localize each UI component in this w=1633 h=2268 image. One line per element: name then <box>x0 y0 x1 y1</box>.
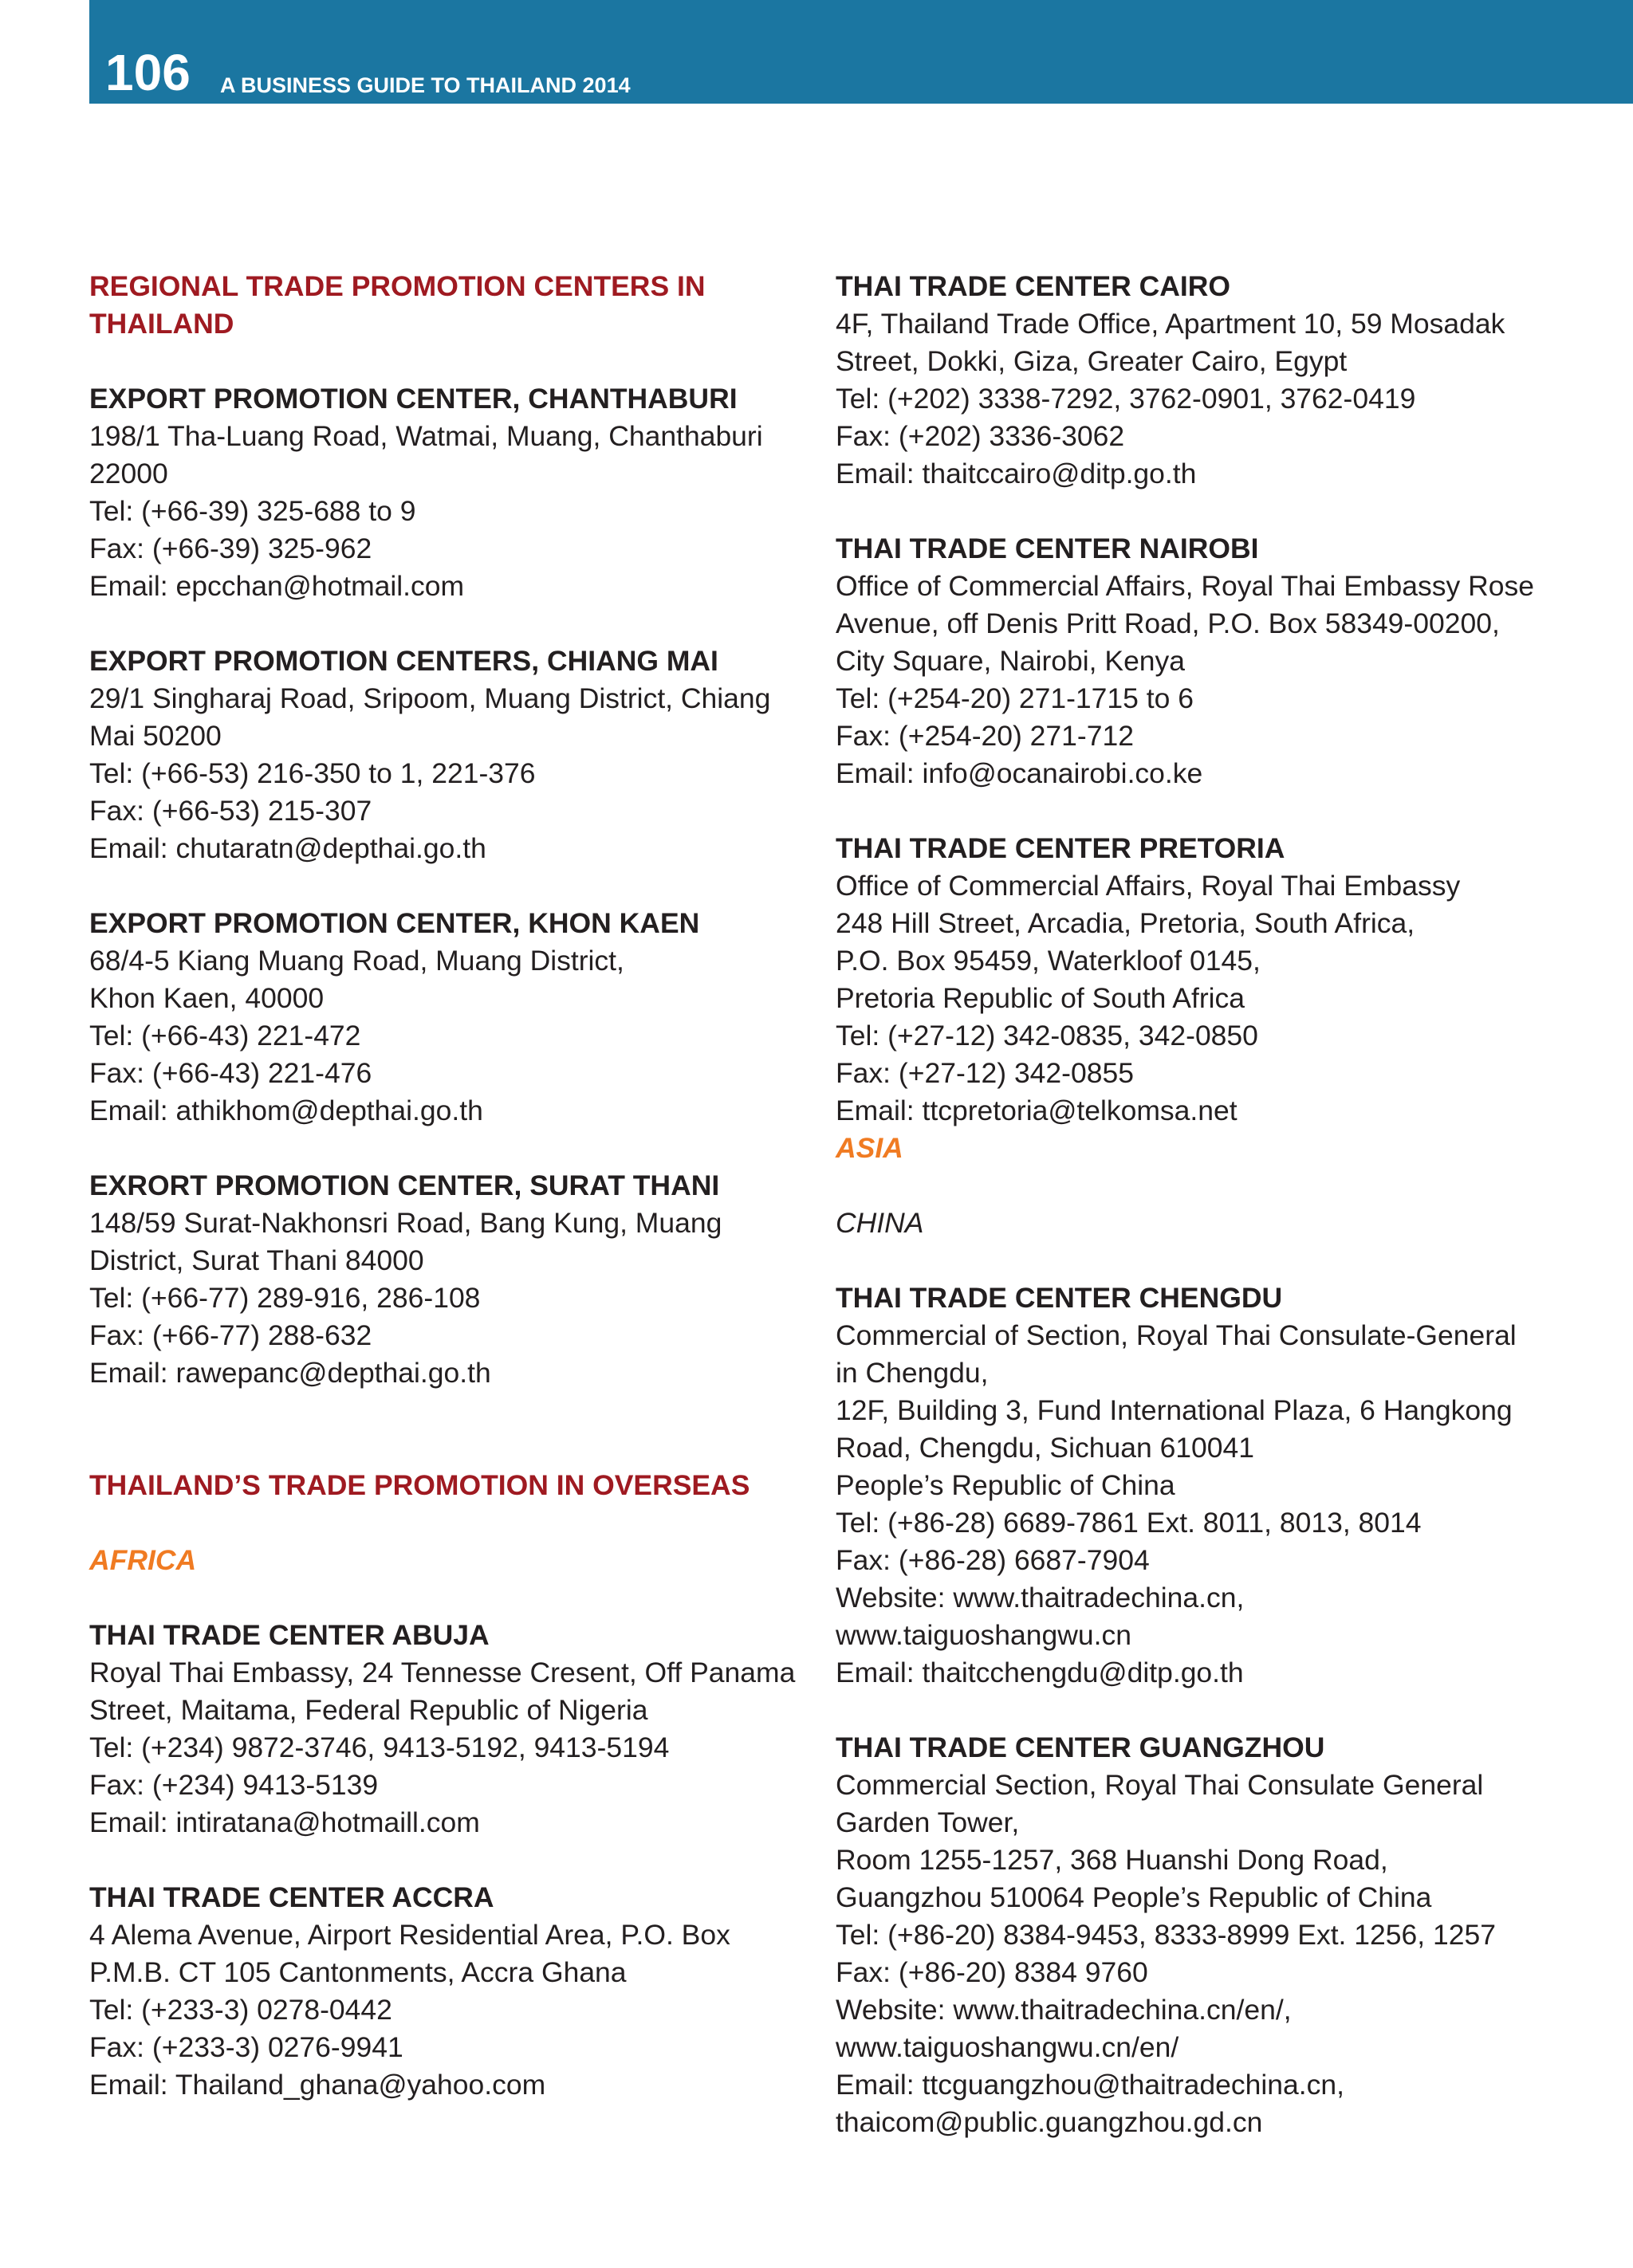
entry-line: Street, Maitama, Federal Republic of Nigeria <box>89 1694 648 1726</box>
spacer <box>89 1429 791 1467</box>
entry-line: Road, Chengdu, Sichuan 610041 <box>836 1432 1255 1464</box>
entry-line: Guangzhou 510064 People’s Republic of China <box>836 1881 1432 1913</box>
entry-line: Website: www.thaitradechina.cn/en/, <box>836 1994 1292 2026</box>
entry-heading: THAI TRADE CENTER NAIROBI <box>836 533 1259 564</box>
entry-line: Commercial Section, Royal Thai Consulate General <box>836 1769 1484 1801</box>
entry-line: District, Surat Thani 84000 <box>89 1244 424 1276</box>
entry-line: Email: intiratana@hotmaill.com <box>89 1806 480 1838</box>
entry-line: Email: thaitcchengdu@ditp.go.th <box>836 1657 1244 1688</box>
entry-line: Tel: (+86-20) 8384-9453, 8333-8999 Ext. 1256, 1257 <box>836 1919 1496 1951</box>
entry-line: Khon Kaen, 40000 <box>89 982 325 1014</box>
entry-line: thaicom@public.guangzhou.gd.cn <box>836 2106 1263 2138</box>
section-heading: THAILAND <box>89 308 234 340</box>
entry-line: Tel: (+86-28) 6689-7861 Ext. 8011, 8013, 8014 <box>836 1507 1422 1539</box>
country-label: CHINA <box>836 1207 924 1239</box>
entry-line: Mai 50200 <box>89 720 222 752</box>
entry-heading: THAI TRADE CENTER CAIRO <box>836 270 1231 302</box>
entry-line: Tel: (+202) 3338-7292, 3762-0901, 3762-0419 <box>836 383 1416 415</box>
section-heading: THAILAND’S TRADE PROMOTION IN OVERSEAS <box>89 1469 750 1501</box>
entry-line: Fax: (+234) 9413-5139 <box>89 1769 379 1801</box>
spacer <box>89 1392 791 1429</box>
entry-line: Fax: (+254-20) 271-712 <box>836 720 1134 752</box>
spacer <box>836 1692 1553 1729</box>
entry-line: Fax: (+86-20) 8384 9760 <box>836 1956 1148 1988</box>
entry-line: 29/1 Singharaj Road, Sripoom, Muang District, Chiang <box>89 682 771 714</box>
entry-line: Email: ttcpretoria@telkomsa.net <box>836 1095 1238 1126</box>
entry-line: Tel: (+233-3) 0278-0442 <box>89 1994 392 2026</box>
entry-line: Fax: (+66-77) 288-632 <box>89 1319 372 1351</box>
left-column <box>89 268 796 2104</box>
entry-line: People’s Republic of China <box>836 1469 1175 1501</box>
spacer <box>89 343 791 380</box>
entry-line: Fax: (+66-43) 221-476 <box>89 1057 372 1089</box>
entry-heading: THAI TRADE CENTER GUANGZHOU <box>836 1731 1325 1763</box>
entry-line: 4 Alema Avenue, Airport Residential Area, P.O. Box <box>89 1919 730 1951</box>
page-number: 106 <box>105 44 191 101</box>
entry-line: Tel: (+27-12) 342-0835, 342-0850 <box>836 1020 1258 1051</box>
entry-heading: EXPORT PROMOTION CENTER, KHON KAEN <box>89 907 700 939</box>
entry-heading: THAI TRADE CENTER ABUJA <box>89 1619 490 1651</box>
spacer <box>89 1504 791 1542</box>
entry-line: Email: rawepanc@depthai.go.th <box>89 1357 491 1389</box>
entry-line: Fax: (+233-3) 0276-9941 <box>89 2031 403 2063</box>
entry-line: 4F, Thailand Trade Office, Apartment 10, 59 Mosadak <box>836 308 1505 340</box>
entry-line: Commercial of Section, Royal Thai Consulate-General <box>836 1319 1517 1351</box>
entry-heading: THAI TRADE CENTER PRETORIA <box>836 832 1285 864</box>
entry-line: www.taiguoshangwu.cn <box>836 1619 1131 1651</box>
entry-line: Email: ttcguangzhou@thaitradechina.cn, <box>836 2069 1344 2101</box>
entry-line: 248 Hill Street, Arcadia, Pretoria, South Africa, <box>836 907 1415 939</box>
entry-heading: THAI TRADE CENTER CHENGDU <box>836 1282 1283 1314</box>
entry-line: Email: athikhom@depthai.go.th <box>89 1095 483 1126</box>
entry-line: Email: epcchan@hotmail.com <box>89 570 465 602</box>
entry-line: Fax: (+66-53) 215-307 <box>89 795 372 827</box>
right-column <box>836 268 1553 2141</box>
entry-line: Avenue, off Denis Pritt Road, P.O. Box 58349-00200, <box>836 607 1500 639</box>
entry-line: Email: thaitccairo@ditp.go.th <box>836 458 1197 489</box>
entry-line: City Square, Nairobi, Kenya <box>836 645 1186 677</box>
spacer <box>836 1167 1553 1205</box>
entry-line: Office of Commercial Affairs, Royal Thai Embassy Rose <box>836 570 1534 602</box>
entry-line: Website: www.thaitradechina.cn, <box>836 1582 1245 1614</box>
entry-line: Tel: (+66-53) 216-350 to 1, 221-376 <box>89 757 536 789</box>
entry-line: Email: info@ocanairobi.co.ke <box>836 757 1203 789</box>
entry-line: Office of Commercial Affairs, Royal Thai Embassy <box>836 870 1461 902</box>
entry-line: Email: chutaratn@depthai.go.th <box>89 832 486 864</box>
entry-heading: THAI TRADE CENTER ACCRA <box>89 1881 494 1913</box>
spacer <box>836 493 1553 530</box>
spacer <box>89 1579 791 1617</box>
entry-heading: EXPORT PROMOTION CENTERS, CHIANG MAI <box>89 645 718 677</box>
entry-line: Fax: (+86-28) 6687-7904 <box>836 1544 1150 1576</box>
entry-line: in Chengdu, <box>836 1357 989 1389</box>
entry-line: P.O. Box 95459, Waterkloof 0145, <box>836 945 1261 977</box>
entry-line: Garden Tower, <box>836 1806 1020 1838</box>
entry-line: Street, Dokki, Giza, Greater Cairo, Egypt <box>836 345 1348 377</box>
entry-line: Royal Thai Embassy, 24 Tennesse Cresent, Off Panama <box>89 1657 796 1688</box>
spacer <box>836 792 1553 830</box>
region-heading: AFRICA <box>89 1544 197 1576</box>
spacer <box>836 1242 1553 1279</box>
region-heading: ASIA <box>836 1132 903 1164</box>
entry-line: Fax: (+27-12) 342-0855 <box>836 1057 1134 1089</box>
entry-line: Room 1255-1257, 368 Huanshi Dong Road, <box>836 1844 1388 1876</box>
spacer <box>89 1130 791 1167</box>
entry-line: 68/4-5 Kiang Muang Road, Muang District, <box>89 945 624 977</box>
entry-line: 198/1 Tha-Luang Road, Watmai, Muang, Chanthaburi <box>89 420 763 452</box>
entry-line: www.taiguoshangwu.cn/en/ <box>836 2031 1179 2063</box>
entry-line: Tel: (+66-43) 221-472 <box>89 1020 361 1051</box>
entry-line: Fax: (+202) 3336-3062 <box>836 420 1125 452</box>
entry-heading: EXPORT PROMOTION CENTER, CHANTHABURI <box>89 383 738 415</box>
entry-line: Pretoria Republic of South Africa <box>836 982 1245 1014</box>
entry-line: P.M.B. CT 105 Cantonments, Accra Ghana <box>89 1956 627 1988</box>
entry-line: Email: Thailand_ghana@yahoo.com <box>89 2069 546 2101</box>
entry-line: 12F, Building 3, Fund International Plaza, 6 Hangkong <box>836 1394 1513 1426</box>
guide-title: A BUSINESS GUIDE TO THAILAND 2014 <box>220 73 631 97</box>
entry-line: Tel: (+234) 9872-3746, 9413-5192, 9413-5194 <box>89 1731 670 1763</box>
section-heading: REGIONAL TRADE PROMOTION CENTERS IN <box>89 270 706 302</box>
spacer <box>89 867 791 905</box>
spacer <box>89 1842 791 1879</box>
entry-line: 148/59 Surat-Nakhonsri Road, Bang Kung, Muang <box>89 1207 722 1239</box>
entry-line: 22000 <box>89 458 168 489</box>
entry-line: Fax: (+66-39) 325-962 <box>89 533 372 564</box>
entry-line: Tel: (+66-77) 289-916, 286-108 <box>89 1282 481 1314</box>
entry-heading: EXRORT PROMOTION CENTER, SURAT THANI <box>89 1169 720 1201</box>
spacer <box>89 605 791 643</box>
entry-line: Tel: (+66-39) 325-688 to 9 <box>89 495 416 527</box>
entry-line: Tel: (+254-20) 271-1715 to 6 <box>836 682 1194 714</box>
